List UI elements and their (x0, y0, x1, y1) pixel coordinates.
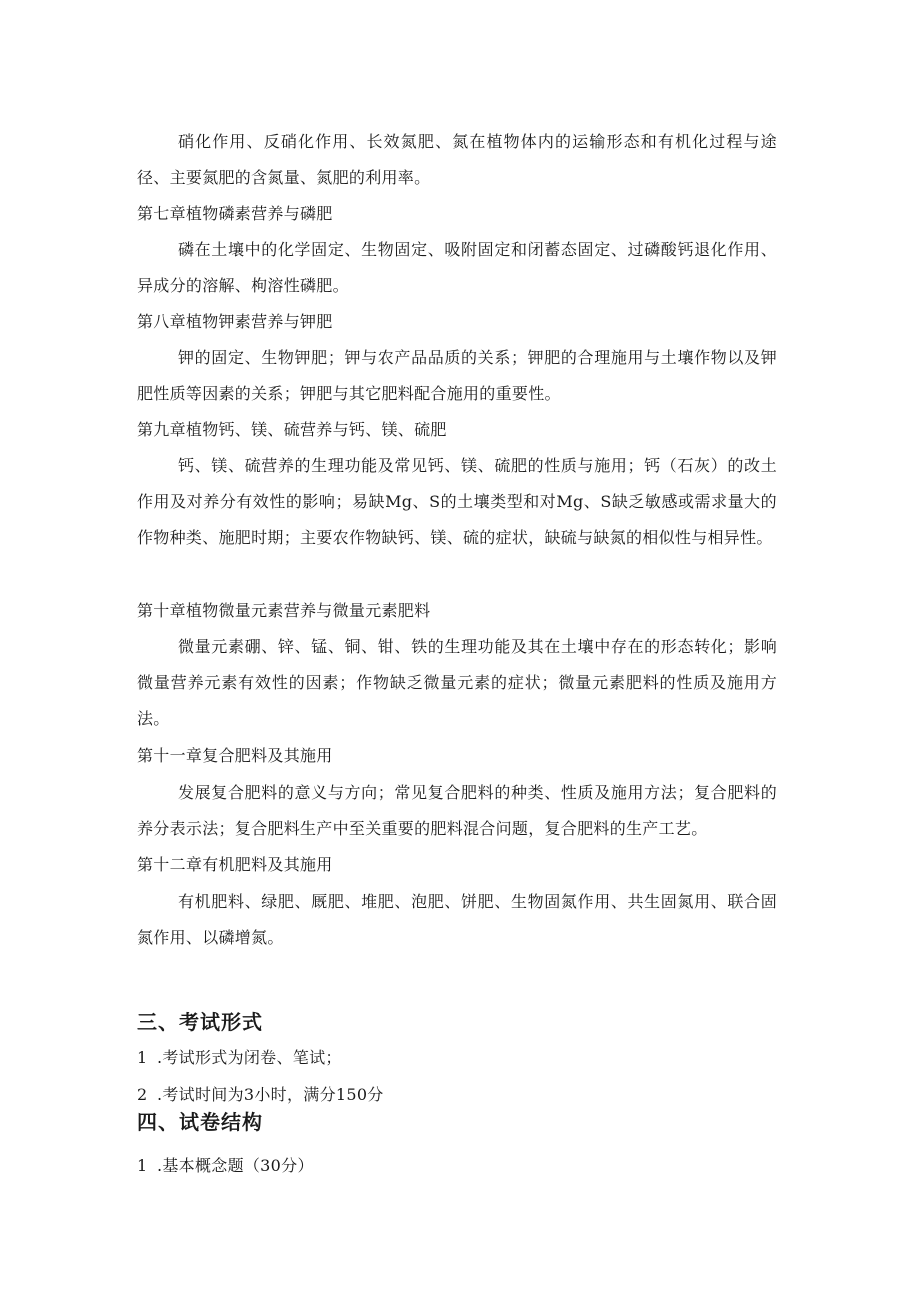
section-4-item-1 (137, 1148, 777, 1184)
item-text: .考试时间为3小时，满分150分 (157, 1085, 384, 1104)
section-3-item-1 (137, 1040, 777, 1076)
paragraph-nitrogen: 硝化作用、反硝化作用、长效氮肥、氮在植物体内的运输形态和有机化过程与途径、主要氮肥的含氮量、氮肥的利用率。 (137, 132, 777, 187)
chapter-7-body: 磷在土壤中的化学固定、生物固定、吸附固定和闭蓄态固定、过磷酸钙退化作用、异成分的溶解、枸溶性磷肥。 (137, 240, 777, 295)
chapter-11-title: 第十一章复合肥料及其施用 (137, 746, 333, 765)
item-text: .考试形式为闭卷、笔试； (157, 1048, 342, 1067)
chapter-8-body: 钾的固定、生物钾肥；钾与农产品品质的关系；钾肥的合理施用与土壤作物以及钾肥性质等因素的关系；钾肥与其它肥料配合施用的重要性。 (137, 348, 777, 403)
section-4-heading: 四、试卷结构 (137, 1110, 263, 1134)
chapter-12-title: 第十二章有机肥料及其施用 (137, 855, 333, 874)
chapter-7-title: 第七章植物磷素营养与磷肥 (137, 204, 333, 223)
item-number: 1 (137, 1156, 148, 1175)
chapter-10-title: 第十章植物微量元素营养与微量元素肥料 (137, 601, 431, 620)
chapter-9-title: 第九章植物钙、镁、硫营养与钙、镁、硫肥 (137, 420, 447, 439)
item-number: 1 (137, 1048, 148, 1067)
item-number: 2 (137, 1085, 148, 1104)
chapter-8-title: 第八章植物钾素营养与钾肥 (137, 312, 333, 331)
item-text: .基本概念题（30分） (157, 1156, 314, 1175)
chapter-11-body: 发展复合肥料的意义与方向；常见复合肥料的种类、性质及施用方法；复合肥料的养分表示法；复合肥料生产中至关重要的肥料混合问题，复合肥料的生产工艺。 (137, 783, 777, 838)
section-3-heading: 三、考试形式 (137, 1010, 263, 1034)
chapter-10-body: 微量元素硼、锌、锰、铜、钳、铁的生理功能及其在土壤中存在的形态转化；影响微量营养元素有效性的因素；作物缺乏微量元素的症状；微量元素肥料的性质及施用方法。 (137, 637, 777, 728)
chapter-12-body: 有机肥料、绿肥、厩肥、堆肥、泡肥、饼肥、生物固氮作用、共生固氮用、联合固氮作用、以磷增氮。 (137, 892, 777, 947)
chapter-9-body: 钙、镁、硫营养的生理功能及常见钙、镁、硫肥的性质与施用；钙（石灰）的改土作用及对养分有效性的影响；易缺Mg、S的土壤类型和对Mg、S缺乏敏感或需求量大的作物种类、施肥时期；主要农作物缺钙、镁、硫的症状，缺硫与缺氮的相似性与相异性。 (137, 456, 777, 547)
